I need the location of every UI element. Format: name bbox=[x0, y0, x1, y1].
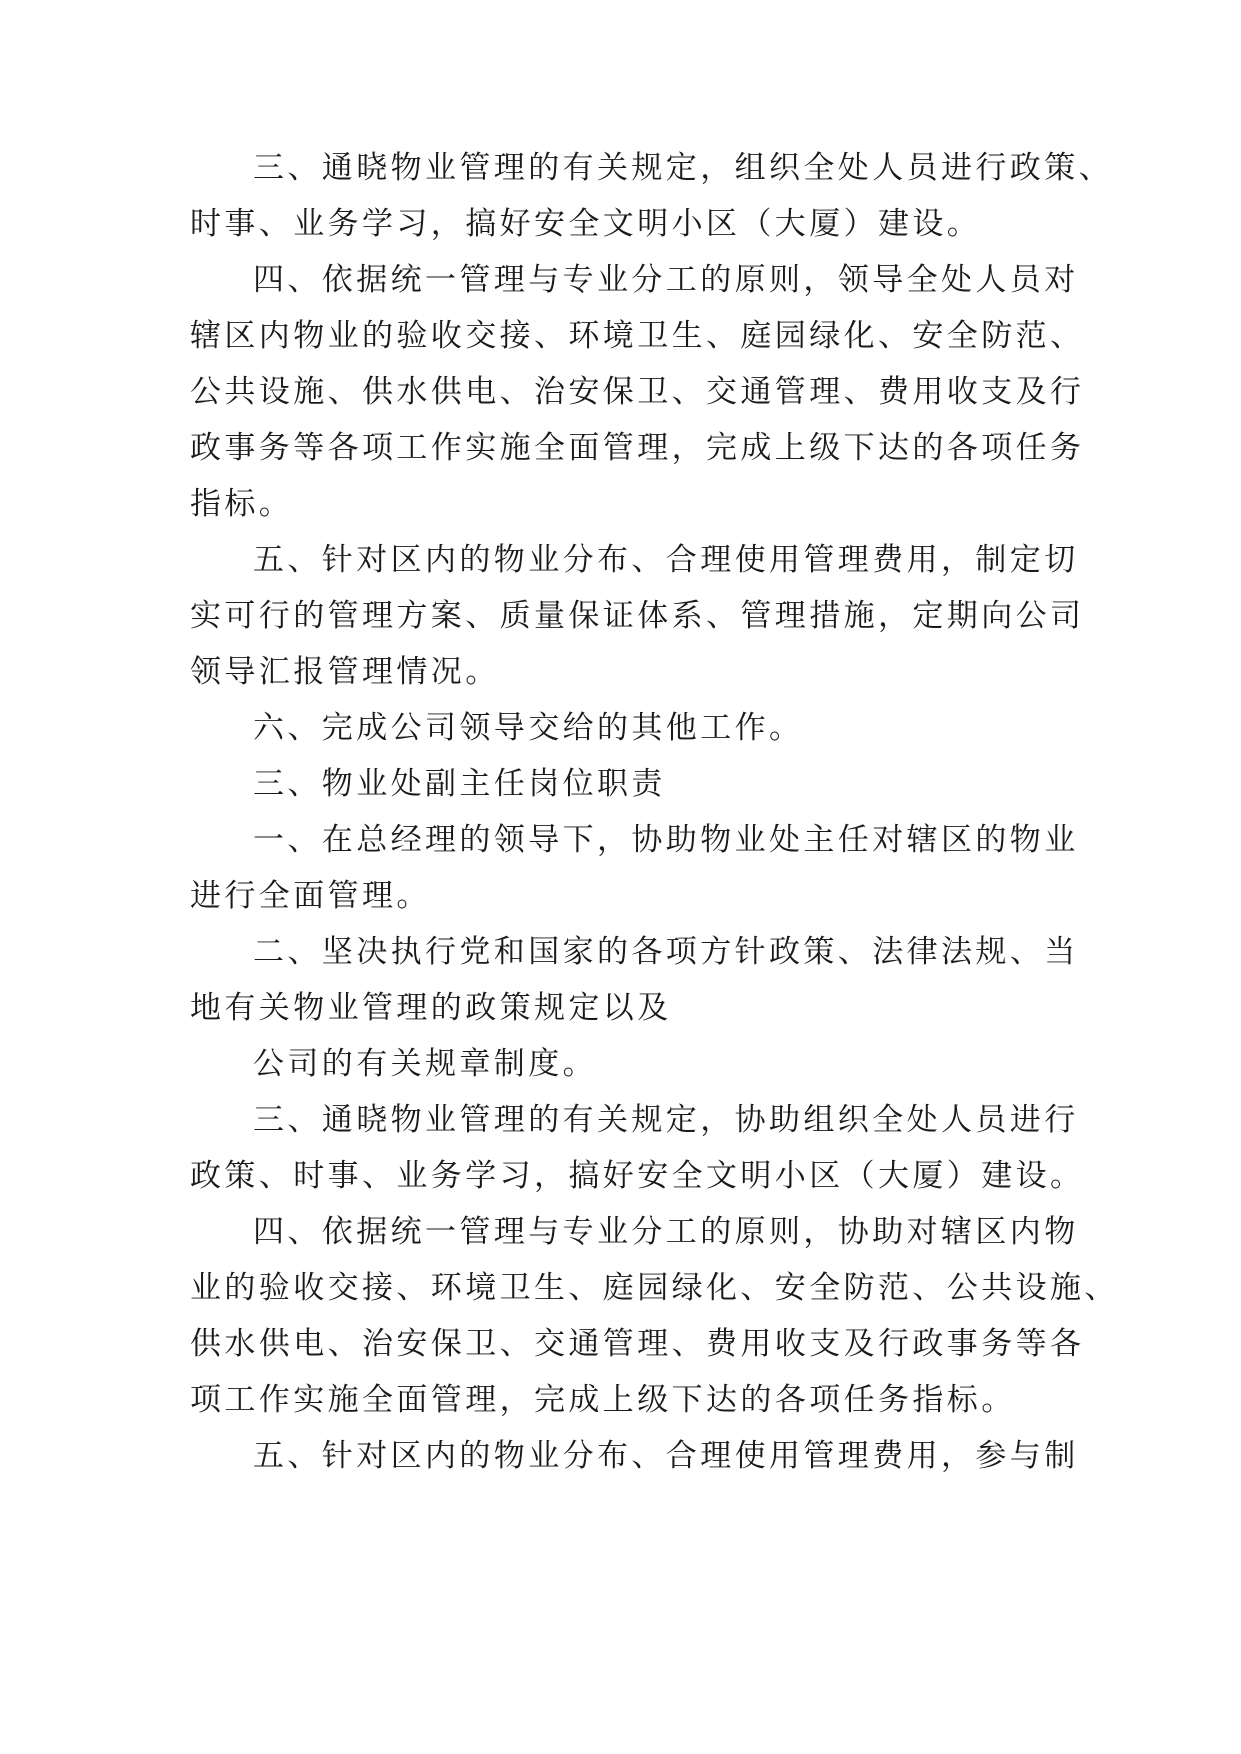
text-line: 政策、时事、业务学习，搞好安全文明小区（大厦）建设。 bbox=[190, 1158, 1085, 1194]
text-line: 领导汇报管理情况。 bbox=[190, 654, 500, 690]
text-line: 指标。 bbox=[190, 486, 294, 522]
text-line: 一、在总经理的领导下，协助物业处主任对辖区的物业 bbox=[253, 822, 1079, 858]
text-line: 实可行的管理方案、质量保证体系、管理措施，定期向公司 bbox=[190, 598, 1085, 634]
text-line: 公共设施、供水供电、治安保卫、交通管理、费用收支及行 bbox=[190, 374, 1085, 410]
text-line: 辖区内物业的验收交接、环境卫生、庭园绿化、安全防范、 bbox=[190, 318, 1085, 354]
text-line: 供水供电、治安保卫、交通管理、费用收支及行政事务等各 bbox=[190, 1326, 1085, 1362]
text-line: 时事、业务学习，搞好安全文明小区（大厦）建设。 bbox=[190, 206, 982, 242]
text-line: 地有关物业管理的政策规定以及 bbox=[190, 990, 672, 1026]
section-heading: 三、物业处副主任岗位职责 bbox=[253, 766, 666, 802]
text-line: 业的验收交接、环境卫生、庭园绿化、安全防范、公共设施、 bbox=[190, 1270, 1119, 1306]
text-line: 三、通晓物业管理的有关规定，组织全处人员进行政策、 bbox=[253, 150, 1113, 186]
text-line: 二、坚决执行党和国家的各项方针政策、法律法规、当 bbox=[253, 934, 1079, 970]
text-line: 进行全面管理。 bbox=[190, 878, 431, 914]
text-line: 六、完成公司领导交给的其他工作。 bbox=[253, 710, 804, 746]
text-line: 三、通晓物业管理的有关规定，协助组织全处人员进行 bbox=[253, 1102, 1079, 1138]
text-line: 五、针对区内的物业分布、合理使用管理费用，参与制 bbox=[253, 1438, 1079, 1474]
text-line: 四、依据统一管理与专业分工的原则，协助对辖区内物 bbox=[253, 1214, 1079, 1250]
text-line: 公司的有关规章制度。 bbox=[253, 1046, 597, 1082]
text-line: 政事务等各项工作实施全面管理，完成上级下达的各项任务 bbox=[190, 430, 1085, 466]
text-line: 四、依据统一管理与专业分工的原则，领导全处人员对 bbox=[253, 262, 1079, 298]
text-line: 五、针对区内的物业分布、合理使用管理费用，制定切 bbox=[253, 542, 1079, 578]
text-line: 项工作实施全面管理，完成上级下达的各项任务指标。 bbox=[190, 1382, 1016, 1418]
